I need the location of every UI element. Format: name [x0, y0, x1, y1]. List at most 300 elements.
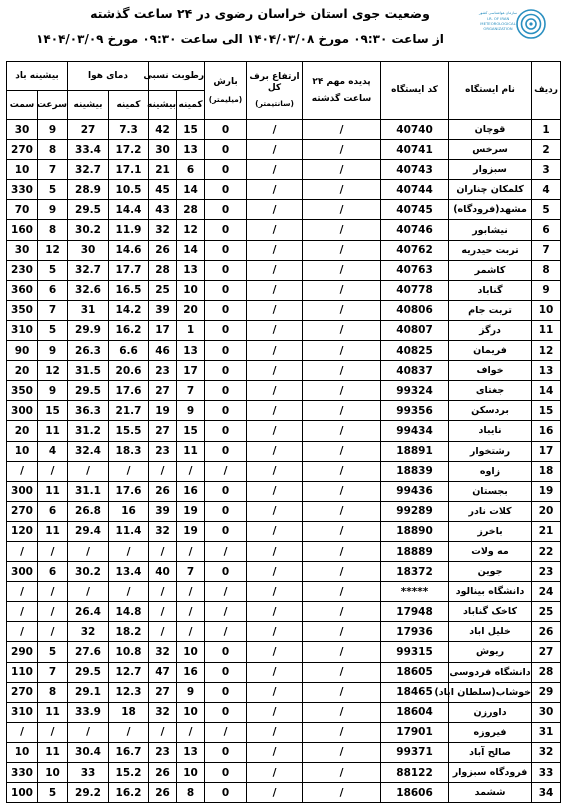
cell-row-number: 10 [532, 300, 561, 320]
cell-humidity-min: 7 [177, 381, 205, 401]
cell-wind-speed: 6 [38, 562, 68, 582]
cell-wind-direction: 70 [7, 200, 38, 220]
cell-humidity-min: 20 [177, 300, 205, 320]
cell-wind-speed: 8 [38, 140, 68, 160]
cell-station-name: بجستان [449, 481, 532, 501]
table-row [7, 421, 561, 441]
cell-wind-direction: 270 [7, 140, 38, 160]
cell-wind-direction: 30 [7, 240, 38, 260]
cell-temp-max: 29.4 [68, 521, 109, 541]
cell-station-name: مه ولات [449, 541, 532, 561]
cell-station-name: کلات نادر [449, 501, 532, 521]
cell-wind-speed: 7 [38, 300, 68, 320]
cell-station-name: رشتخوار [449, 441, 532, 461]
cell-humidity-min: 28 [177, 200, 205, 220]
table-row [7, 763, 561, 783]
table-row [7, 461, 561, 481]
cell-row-number: 29 [532, 682, 561, 702]
cell-wind-speed: 5 [38, 320, 68, 340]
cell-wind-speed: 5 [38, 260, 68, 280]
cell-station-name: نیشابور [449, 220, 532, 240]
cell-temp-max: 29.9 [68, 320, 109, 340]
cell-wind-speed: 15 [38, 401, 68, 421]
cell-wind-speed: 12 [38, 240, 68, 260]
cell-humidity-min: 9 [177, 401, 205, 421]
cell-row-number: 28 [532, 662, 561, 682]
cell-humidity-min: 9 [177, 682, 205, 702]
cell-snow: / [247, 602, 303, 622]
cell-humidity-max: / [149, 541, 177, 561]
weather-table [6, 61, 561, 803]
cell-station-code: 99289 [381, 501, 449, 521]
cell-humidity-min: 7 [177, 562, 205, 582]
cell-phenomenon: / [303, 702, 381, 722]
cell-wind-speed: / [38, 722, 68, 742]
header-phenomenon [303, 62, 381, 120]
cell-row-number: 20 [532, 501, 561, 521]
cell-temp-max: 29.1 [68, 682, 109, 702]
cell-humidity-min: / [177, 602, 205, 622]
cell-station-code: 40762 [381, 240, 449, 260]
cell-station-code: 99324 [381, 381, 449, 401]
cell-wind-speed: 9 [38, 120, 68, 140]
cell-station-name: تربت جام [449, 300, 532, 320]
cell-wind-direction: 120 [7, 521, 38, 541]
weather-table-body [7, 120, 561, 803]
cell-temp-min: 20.6 [109, 361, 149, 381]
cell-temp-min: 17.7 [109, 260, 149, 280]
table-row [7, 682, 561, 702]
cell-snow: / [247, 763, 303, 783]
cell-station-code: 40778 [381, 280, 449, 300]
cell-station-name: فیروزه [449, 722, 532, 742]
cell-wind-speed: 7 [38, 160, 68, 180]
table-row [7, 481, 561, 501]
cell-wind-speed: / [38, 461, 68, 481]
table-row [7, 320, 561, 340]
cell-snow: / [247, 501, 303, 521]
cell-humidity-min: 14 [177, 240, 205, 260]
cell-wind-direction: 110 [7, 662, 38, 682]
cell-temp-min: / [109, 541, 149, 561]
cell-precip: 0 [205, 642, 247, 662]
table-row [7, 200, 561, 220]
cell-station-code: 99436 [381, 481, 449, 501]
cell-station-code: 99356 [381, 401, 449, 421]
cell-snow: / [247, 642, 303, 662]
header-wind-direction: سمت [7, 91, 38, 120]
cell-phenomenon: / [303, 140, 381, 160]
cell-humidity-max: 27 [149, 421, 177, 441]
cell-wind-direction: 350 [7, 381, 38, 401]
cell-humidity-max: 32 [149, 642, 177, 662]
table-row [7, 260, 561, 280]
cell-snow: / [247, 320, 303, 340]
cell-wind-speed: / [38, 582, 68, 602]
cell-temp-max: / [68, 461, 109, 481]
cell-snow: / [247, 562, 303, 582]
cell-station-code: 18839 [381, 461, 449, 481]
cell-temp-min: 16.5 [109, 280, 149, 300]
header-station-name: نام ایستگاه [449, 62, 532, 120]
cell-row-number: 18 [532, 461, 561, 481]
cell-station-code: 40807 [381, 320, 449, 340]
cell-wind-direction: 20 [7, 361, 38, 381]
cell-phenomenon: / [303, 622, 381, 642]
time-range: از ساعت ۰۹:۳۰ مورخ ۱۴۰۴/۰۳/۰۸ الی ساعت ۰۹:۳۰ مورخ ۱۴۰۴/۰۳/۰۹ [36, 32, 444, 46]
cell-station-code: 99315 [381, 642, 449, 662]
cell-temp-min: 17.1 [109, 160, 149, 180]
table-row [7, 642, 561, 662]
cell-station-name: جوین [449, 562, 532, 582]
cell-wind-direction: 10 [7, 742, 38, 762]
cell-station-name: مشهد(فرودگاه) [449, 200, 532, 220]
cell-snow: / [247, 682, 303, 702]
cell-station-name: خوشاب(سلطان اباد) [449, 682, 532, 702]
cell-phenomenon: / [303, 361, 381, 381]
cell-precip: 0 [205, 140, 247, 160]
cell-precip: / [205, 541, 247, 561]
cell-snow: / [247, 461, 303, 481]
cell-humidity-min: / [177, 722, 205, 742]
cell-phenomenon: / [303, 541, 381, 561]
cell-wind-direction: 330 [7, 180, 38, 200]
cell-temp-max: 29.5 [68, 381, 109, 401]
table-row [7, 341, 561, 361]
cell-precip: 0 [205, 742, 247, 762]
cell-precip: 0 [205, 421, 247, 441]
header-snow-line1: ارتفاع برف [249, 72, 300, 82]
logo-text-line4: ORGANIZATION [483, 26, 513, 31]
table-row [7, 160, 561, 180]
cell-row-number: 14 [532, 381, 561, 401]
table-row [7, 783, 561, 803]
header-temp-min: کمینه [109, 91, 149, 120]
cell-temp-min: 17.6 [109, 381, 149, 401]
cell-row-number: 19 [532, 481, 561, 501]
cell-station-name: باخرز [449, 521, 532, 541]
cell-precip: 0 [205, 521, 247, 541]
cell-temp-min: 16.2 [109, 320, 149, 340]
cell-snow: / [247, 622, 303, 642]
cell-station-code: 40745 [381, 200, 449, 220]
header-phenomenon-line1: پدیده مهم ۲۴ [312, 76, 371, 87]
header-snow [247, 62, 303, 120]
cell-temp-max: / [68, 541, 109, 561]
cell-humidity-max: 27 [149, 381, 177, 401]
cell-temp-min: 6.6 [109, 341, 149, 361]
cell-row-number: 27 [532, 642, 561, 662]
cell-snow: / [247, 240, 303, 260]
cell-station-name: صالح آباد [449, 742, 532, 762]
cell-station-code: 18604 [381, 702, 449, 722]
cell-wind-direction: 290 [7, 642, 38, 662]
cell-row-number: 16 [532, 421, 561, 441]
cell-temp-min: 11.4 [109, 521, 149, 541]
cell-station-name: درگز [449, 320, 532, 340]
table-row [7, 381, 561, 401]
cell-row-number: 8 [532, 260, 561, 280]
cell-temp-min: / [109, 582, 149, 602]
cell-temp-max: 27.6 [68, 642, 109, 662]
cell-station-name: دانشگاه فردوسی [449, 662, 532, 682]
cell-temp-min: 11.9 [109, 220, 149, 240]
cell-temp-max: 32.7 [68, 260, 109, 280]
header-station-code: کد ایستگاه [381, 62, 449, 120]
cell-temp-max: 33.4 [68, 140, 109, 160]
cell-humidity-max: 26 [149, 763, 177, 783]
cell-temp-min: 7.3 [109, 120, 149, 140]
cell-wind-speed: 6 [38, 501, 68, 521]
table-row [7, 220, 561, 240]
table-row [7, 742, 561, 762]
cell-station-name: تربت حیدریه [449, 240, 532, 260]
cell-humidity-min: / [177, 582, 205, 602]
table-row [7, 240, 561, 260]
cell-phenomenon: / [303, 421, 381, 441]
cell-temp-min: 14.2 [109, 300, 149, 320]
cell-temp-min: 14.6 [109, 240, 149, 260]
cell-snow: / [247, 341, 303, 361]
cell-precip: 0 [205, 481, 247, 501]
cell-temp-max: 29.5 [68, 200, 109, 220]
cell-row-number: 32 [532, 742, 561, 762]
cell-precip: 0 [205, 783, 247, 803]
cell-station-code: 99434 [381, 421, 449, 441]
cell-wind-direction: 10 [7, 160, 38, 180]
cell-humidity-max: 39 [149, 501, 177, 521]
cell-humidity-max: 23 [149, 742, 177, 762]
cell-station-name: قوچان [449, 120, 532, 140]
cell-phenomenon: / [303, 461, 381, 481]
cell-temp-max: 32.4 [68, 441, 109, 461]
cell-row-number: 26 [532, 622, 561, 642]
cell-snow: / [247, 220, 303, 240]
cell-station-name: کاشمر [449, 260, 532, 280]
cell-phenomenon: / [303, 220, 381, 240]
cell-station-name: کلمکان چناران [449, 180, 532, 200]
cell-humidity-max: / [149, 461, 177, 481]
cell-snow: / [247, 120, 303, 140]
cell-temp-max: 31 [68, 300, 109, 320]
header-wind-speed: سرعت [38, 91, 68, 120]
cell-wind-speed: 9 [38, 381, 68, 401]
cell-row-number: 22 [532, 541, 561, 561]
cell-humidity-min: 15 [177, 120, 205, 140]
header-snow-unit: (سانتیمتر) [255, 99, 294, 108]
cell-wind-speed: 12 [38, 361, 68, 381]
cell-humidity-min: 11 [177, 441, 205, 461]
cell-wind-speed: 8 [38, 682, 68, 702]
cell-temp-max: 33 [68, 763, 109, 783]
table-row [7, 300, 561, 320]
cell-wind-speed: 5 [38, 783, 68, 803]
cell-precip: 0 [205, 501, 247, 521]
cell-humidity-min: 13 [177, 742, 205, 762]
cell-snow: / [247, 180, 303, 200]
cell-temp-min: 15.5 [109, 421, 149, 441]
cell-temp-min: 15.2 [109, 763, 149, 783]
cell-temp-max: 32 [68, 622, 109, 642]
cell-precip: 0 [205, 763, 247, 783]
table-row [7, 562, 561, 582]
cell-wind-direction: 100 [7, 783, 38, 803]
cell-station-name: نایباد [449, 421, 532, 441]
cell-humidity-min: / [177, 461, 205, 481]
cell-station-name: ریوش [449, 642, 532, 662]
table-row [7, 602, 561, 622]
cell-wind-speed: 8 [38, 220, 68, 240]
cell-temp-min: / [109, 461, 149, 481]
cell-wind-direction: 90 [7, 341, 38, 361]
cell-snow: / [247, 742, 303, 762]
cell-precip: 0 [205, 320, 247, 340]
cell-wind-speed: 11 [38, 521, 68, 541]
cell-station-name: سبزوار [449, 160, 532, 180]
cell-wind-speed: 10 [38, 763, 68, 783]
cell-humidity-max: 40 [149, 562, 177, 582]
cell-precip: 0 [205, 200, 247, 220]
cell-station-name: جغتای [449, 381, 532, 401]
cell-phenomenon: / [303, 682, 381, 702]
cell-humidity-max: / [149, 602, 177, 622]
cell-row-number: 17 [532, 441, 561, 461]
cell-wind-direction: 160 [7, 220, 38, 240]
cell-row-number: 3 [532, 160, 561, 180]
cell-temp-min: 18.3 [109, 441, 149, 461]
cell-temp-min: 12.7 [109, 662, 149, 682]
cell-humidity-min: / [177, 622, 205, 642]
cell-station-code: 40746 [381, 220, 449, 240]
cell-phenomenon: / [303, 260, 381, 280]
cell-station-code: 17901 [381, 722, 449, 742]
cell-row-number: 5 [532, 200, 561, 220]
cell-humidity-min: 16 [177, 662, 205, 682]
cell-wind-speed: 11 [38, 702, 68, 722]
cell-precip: 0 [205, 280, 247, 300]
cell-temp-max: 30 [68, 240, 109, 260]
cell-snow: / [247, 160, 303, 180]
cell-phenomenon: / [303, 642, 381, 662]
cell-humidity-min: 10 [177, 642, 205, 662]
cell-row-number: 9 [532, 280, 561, 300]
cell-temp-max: 28.9 [68, 180, 109, 200]
cell-phenomenon: / [303, 662, 381, 682]
cell-row-number: 23 [532, 562, 561, 582]
header-precip [205, 62, 247, 120]
cell-row-number: 25 [532, 602, 561, 622]
cell-row-number: 15 [532, 401, 561, 421]
cell-humidity-min: 6 [177, 160, 205, 180]
cell-phenomenon: / [303, 481, 381, 501]
header-precip-label: بارش [213, 76, 238, 87]
cell-wind-speed: 6 [38, 280, 68, 300]
cell-station-code: 18605 [381, 662, 449, 682]
cell-snow: / [247, 421, 303, 441]
cell-humidity-max: 30 [149, 140, 177, 160]
table-row [7, 622, 561, 642]
cell-humidity-min: 10 [177, 702, 205, 722]
cell-wind-speed: / [38, 541, 68, 561]
cell-phenomenon: / [303, 200, 381, 220]
cell-wind-direction: 230 [7, 260, 38, 280]
cell-humidity-max: 45 [149, 180, 177, 200]
cell-snow: / [247, 541, 303, 561]
table-row [7, 722, 561, 742]
cell-humidity-max: 39 [149, 300, 177, 320]
cell-temp-min: 10.8 [109, 642, 149, 662]
cell-humidity-max: 26 [149, 783, 177, 803]
table-row [7, 441, 561, 461]
cell-station-name: فریمان [449, 341, 532, 361]
cell-snow: / [247, 300, 303, 320]
cell-snow: / [247, 280, 303, 300]
cell-phenomenon: / [303, 160, 381, 180]
cell-phenomenon: / [303, 240, 381, 260]
cell-phenomenon: / [303, 441, 381, 461]
cell-humidity-max: 26 [149, 481, 177, 501]
cell-humidity-max: 28 [149, 260, 177, 280]
cell-precip: 0 [205, 180, 247, 200]
cell-humidity-min: 15 [177, 421, 205, 441]
table-row [7, 140, 561, 160]
header-humidity-min: کمینه [177, 91, 205, 120]
cell-wind-speed: 11 [38, 481, 68, 501]
cell-humidity-min: / [177, 541, 205, 561]
cell-humidity-min: 17 [177, 361, 205, 381]
cell-phenomenon: / [303, 582, 381, 602]
cell-station-code: 18889 [381, 541, 449, 561]
cell-precip: 0 [205, 682, 247, 702]
table-row [7, 662, 561, 682]
cell-station-name: خلیل اباد [449, 622, 532, 642]
cell-station-code: 17948 [381, 602, 449, 622]
table-row [7, 541, 561, 561]
cell-humidity-max: 46 [149, 341, 177, 361]
cell-precip: 0 [205, 361, 247, 381]
cell-station-name: خواف [449, 361, 532, 381]
cell-temp-max: 30.2 [68, 220, 109, 240]
cell-precip: 0 [205, 260, 247, 280]
cell-phenomenon: / [303, 742, 381, 762]
cell-humidity-min: 12 [177, 220, 205, 240]
cell-humidity-max: / [149, 582, 177, 602]
cell-humidity-max: 25 [149, 280, 177, 300]
cell-wind-direction: 10 [7, 441, 38, 461]
cell-humidity-max: 42 [149, 120, 177, 140]
cell-phenomenon: / [303, 501, 381, 521]
cell-station-code: 18891 [381, 441, 449, 461]
cell-humidity-max: / [149, 722, 177, 742]
cell-temp-max: 31.1 [68, 481, 109, 501]
cell-precip: 0 [205, 381, 247, 401]
cell-temp-min: 17.6 [109, 481, 149, 501]
table-row [7, 501, 561, 521]
cell-snow: / [247, 783, 303, 803]
cell-humidity-min: 8 [177, 783, 205, 803]
cell-humidity-min: 13 [177, 260, 205, 280]
cell-phenomenon: / [303, 763, 381, 783]
header-humidity: رطوبت نسبی [149, 62, 205, 91]
cell-station-code: 40825 [381, 341, 449, 361]
cell-temp-min: 14.8 [109, 602, 149, 622]
cell-station-code: 40740 [381, 120, 449, 140]
table-row [7, 702, 561, 722]
cell-station-name: فرودگاه سبزوار [449, 763, 532, 783]
cell-snow: / [247, 401, 303, 421]
cell-wind-speed: 11 [38, 421, 68, 441]
cell-wind-direction: 350 [7, 300, 38, 320]
